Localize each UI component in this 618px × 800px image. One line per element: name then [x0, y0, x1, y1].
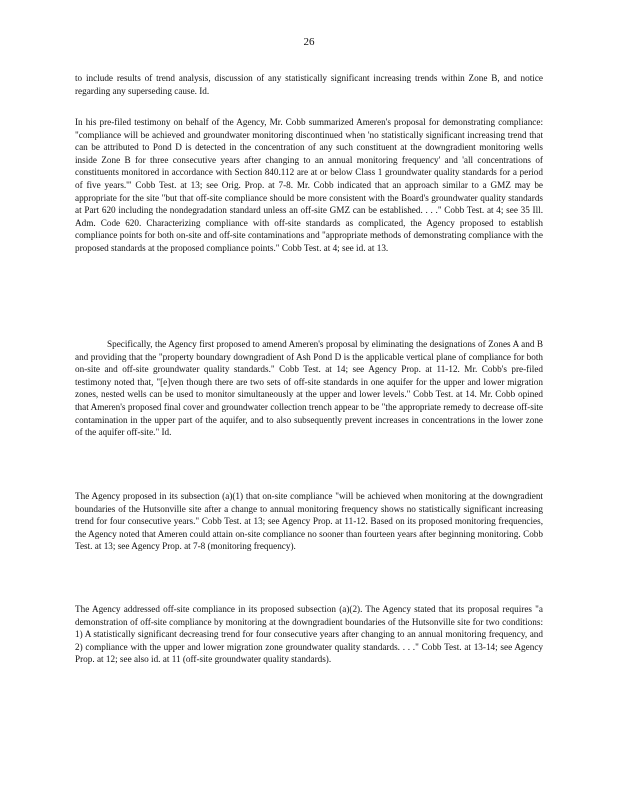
paragraph-1: to include results of trend analysis, discussion of any statistically significant increasing trends within Zone B, and notice regarding any superseding cause. Id.	[75, 73, 543, 96]
paragraph-4: The Agency proposed in its subsection (a)(1) that on-site compliance "will be achieved when monitoring at the downgradient boundaries of the Hutsonville site after a change to annual monitoring frequency shows no statistically significant increasing trend for four consecutive years." Cobb Test. at 13; see Agency Prop. at 11-12. Based on its proposed monitoring frequencies, the Agency noted that Ameren could attain on-site compliance no sooner than fourteen years after beginning monitoring. Cobb Test. at 13; see Agency Prop. at 7-8 (monitoring frequency).	[75, 491, 543, 552]
paragraph-3: Specifically, the Agency first proposed to amend Ameren's proposal by eliminating the designations of Zones A and B and providing that the "property boundary downgradient of Ash Pond D is the applicable vertical plane of compliance for both on-site and off-site groundwater quality standards." Cobb Test. at 14; see Agency Prop. at 11-12. Mr. Cobb's pre-filed testimony noted that, "[e]ven though there are two sets of off-site standards in one aquifer for the upper and lower migration zones, nested wells can be used to monitor simultaneously at the upper and lower levels." Cobb Test. at 14. Mr. Cobb opined that Ameren's proposed final cover and groundwater collection trench appear to be "the appropriate remedy to decrease off-site contamination in the upper part of the aquifer, and to also subsequently prevent increases in concentrations in the lower zone of the aquifer off-site." Id.	[75, 339, 543, 438]
paragraph-2: In his pre-filed testimony on behalf of the Agency, Mr. Cobb summarized Ameren's proposal for demonstrating compliance: "compliance will be achieved and groundwater monitoring discontinued when 'no statistically significant increasing trend that can be attributed to Pond D is detected in the concentration of any such constituent at the downgradient monitoring wells inside Zone B for three consecutive years after changing to an annual monitoring frequency' and 'all concentrations of constituents monitored in accordance with Section 840.112 are at or below Class 1 groundwater quality standards for a period of five years.'" Cobb Test. at 13; see Orig. Prop. at 7-8. Mr. Cobb indicated that an approach similar to a GMZ may be appropriate for the site "but that off-site compliance should be more consistent with the Board's groundwater quality standards at Part 620 including the nondegradation standard unless an off-site GMZ can be established. . . ." Cobb Test. at 4; see 35 Ill. Adm. Code 620. Characterizing compliance with off-site standards as complicated, the Agency proposed to establish compliance points for both on-site and off-site contaminations and "appropriate methods of demonstrating compliance with the proposed standards at the proposed compliance points." Cobb Test. at 4; see id. at 13.	[75, 117, 543, 253]
page-number: 26	[303, 36, 315, 48]
paragraph-5: The Agency addressed off-site compliance in its proposed subsection (a)(2). The Agency stated that its proposal requires "a demonstration of off-site compliance by monitoring at the downgradient boundaries of the Hutsonville site for two conditions: 1) A statistically significant decreasing trend for four consecutive years after changing to an annual monitoring frequency, and 2) compliance with the upper and lower migration zone groundwater quality standards. . . ." Cobb Test. at 13-14; see Agency Prop. at 12; see also id. at 11 (off-site groundwater quality standards).	[75, 604, 543, 665]
